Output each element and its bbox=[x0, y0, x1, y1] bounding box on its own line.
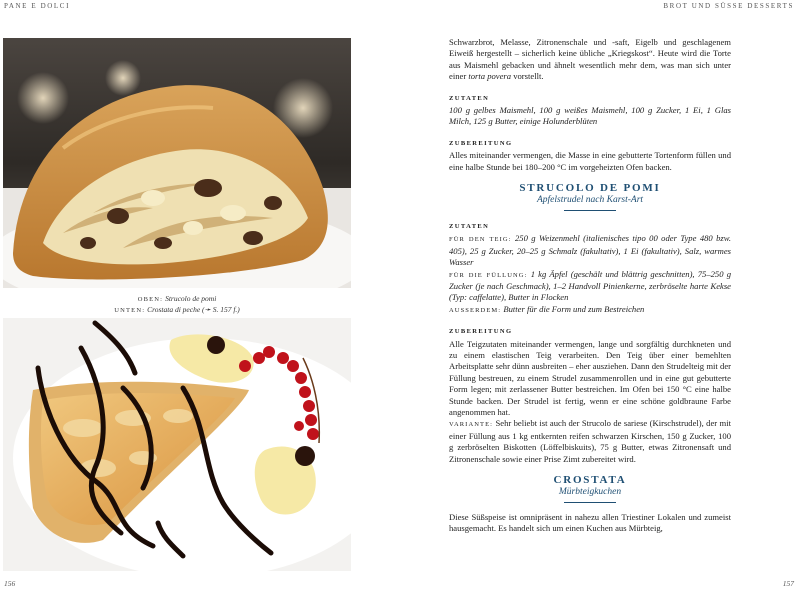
fuellung-label: FÜR DIE FÜLLUNG: bbox=[449, 271, 528, 279]
caption-top-text: Strucolo de pomi bbox=[165, 294, 217, 303]
intro-italic: torta povera bbox=[468, 71, 512, 82]
ausserdem-text: Butter für die Form und zum Bestreichen bbox=[503, 303, 645, 314]
zubereitung-1-label: ZUBEREITUNG bbox=[449, 139, 513, 147]
strucolo-rule bbox=[564, 210, 616, 211]
running-head-left: PANE E DOLCI bbox=[4, 2, 70, 10]
zutaten-teig bbox=[449, 233, 731, 268]
crostata-title: CROSTATA bbox=[553, 474, 627, 486]
strucolo-title: STRUCOLO DE POMI bbox=[519, 182, 661, 195]
running-head-right: BROT UND SÜSSE DESSERTS bbox=[663, 2, 794, 10]
intro-text-1: Schwarzbrot, Melasse, Zitronenschale und -saft, Eigelb und geschlagenem Eiweiß hergestellt – sicherlich keine übliche „Kriegskost“. Heute wird die Torte aus Maismehl gebacken und ähnelt wesentlich mehr dem, was man sich unter einer bbox=[449, 37, 731, 82]
zubereitung-1-text: Alles miteinander vermengen, die Masse in eine gebutterte Tortenform füllen und eine halbe Stunde bei 180–200 °C im vorgeheizten Ofen backen. bbox=[449, 150, 731, 172]
teig-label: FÜR DEN TEIG: bbox=[449, 236, 512, 244]
photo-crostata bbox=[3, 318, 351, 571]
intro-paragraph bbox=[449, 37, 731, 83]
crostata-rule bbox=[564, 502, 616, 503]
caption-top bbox=[0, 294, 354, 305]
variante-paragraph bbox=[449, 418, 731, 465]
intro-text-2: vorstellt. bbox=[511, 71, 544, 82]
zutaten-ausserdem bbox=[449, 304, 731, 316]
strucolo-subtitle: Apfelstrudel nach Karst-Art bbox=[536, 195, 644, 206]
recipe-column bbox=[449, 37, 731, 535]
page-number-right: 157 bbox=[782, 579, 794, 588]
zutaten-1-label: ZUTATEN bbox=[449, 94, 490, 102]
variante-label: VARIANTE: bbox=[449, 421, 494, 429]
fuellung-text: 1 kg Äpfel (geschält und blättrig geschnitten), 75–250 g Zucker (je nach Geschmack), 1–2 Handvoll Pinienkerne, zerbröselte harte Kekse (Typ: caffelatte), Butter in Flocken bbox=[449, 268, 731, 303]
zubereitung-2-label: ZUBEREITUNG bbox=[449, 328, 513, 336]
photo-caption bbox=[0, 294, 354, 316]
zutaten-fuellung bbox=[449, 269, 731, 304]
photo-strudel bbox=[3, 38, 351, 288]
page-number-left: 156 bbox=[4, 579, 16, 588]
variante-text: Sehr beliebt ist auch der Strucolo de sariese (Kirschstrudel), der mit einer Füllung aus 1 kg entkernten reifen schwarzen Kirschen, 150 g Zucker, 100 g zerbröselten Biskotten (Löffelbiskuits), 75 g Butter, etwas Zitronensaft und Zitronenschale sowie einer Prise Zimt zubereitet wird. bbox=[449, 418, 731, 464]
crostata-subtitle: Mürbteigkuchen bbox=[558, 487, 622, 498]
strudel-illustration bbox=[3, 38, 351, 288]
zubereitung-2-text: Alle Teigzutaten miteinander vermengen, lange und sorgfältig durchkneten und zu einem elastischen Teig verarbeiten. Den Teig über einer bemehlten Arbeitsplatte sehr dünn ausbreiten – eher ausziehen. Dann den Strudelteig mit der Füllung bestreuen, zu einem Strudel zusammenrollen und in eine gut gebutterte Form legen; mit zerlassener Butter bestreichen. Im Ofen bei 150 °C eine halbe Stunde backen. Der Strudel ist fertig, wenn er eine schöne goldbraune Farbe angenommen hat. bbox=[449, 338, 731, 417]
crostata-paragraph: Diese Süßspeise ist omnipräsent in nahezu allen Triestiner Lokalen und zumeist hausgemacht. Es handelt sich um einen Kuchen aus Mürbteig, bbox=[449, 511, 731, 534]
crostata-illustration bbox=[3, 318, 351, 571]
caption-bottom-text: Crostata di peche (➛ S. 157 f.) bbox=[147, 305, 240, 314]
caption-bottom bbox=[0, 305, 354, 316]
caption-bottom-label: UNTEN: bbox=[114, 307, 146, 314]
zutaten-1-text: 100 g gelbes Maismehl, 100 g weißes Maismehl, 100 g Zucker, 1 Ei, 1 Glas Milch, 125 g Butter, einige Holunderblüten bbox=[449, 105, 731, 127]
ausserdem-label: AUSSERDEM: bbox=[449, 306, 502, 314]
zutaten-2-label: ZUTATEN bbox=[449, 222, 490, 230]
caption-top-label: OBEN: bbox=[137, 296, 164, 303]
teig-text: 250 g Weizenmehl (italienisches tipo 00 oder Type 480 bzw. 405), 25 g Zucker, 20–25 g Schmalz (fakultativ), 1 Ei (fakultativ), Salz, warmes Wasser bbox=[449, 233, 732, 268]
